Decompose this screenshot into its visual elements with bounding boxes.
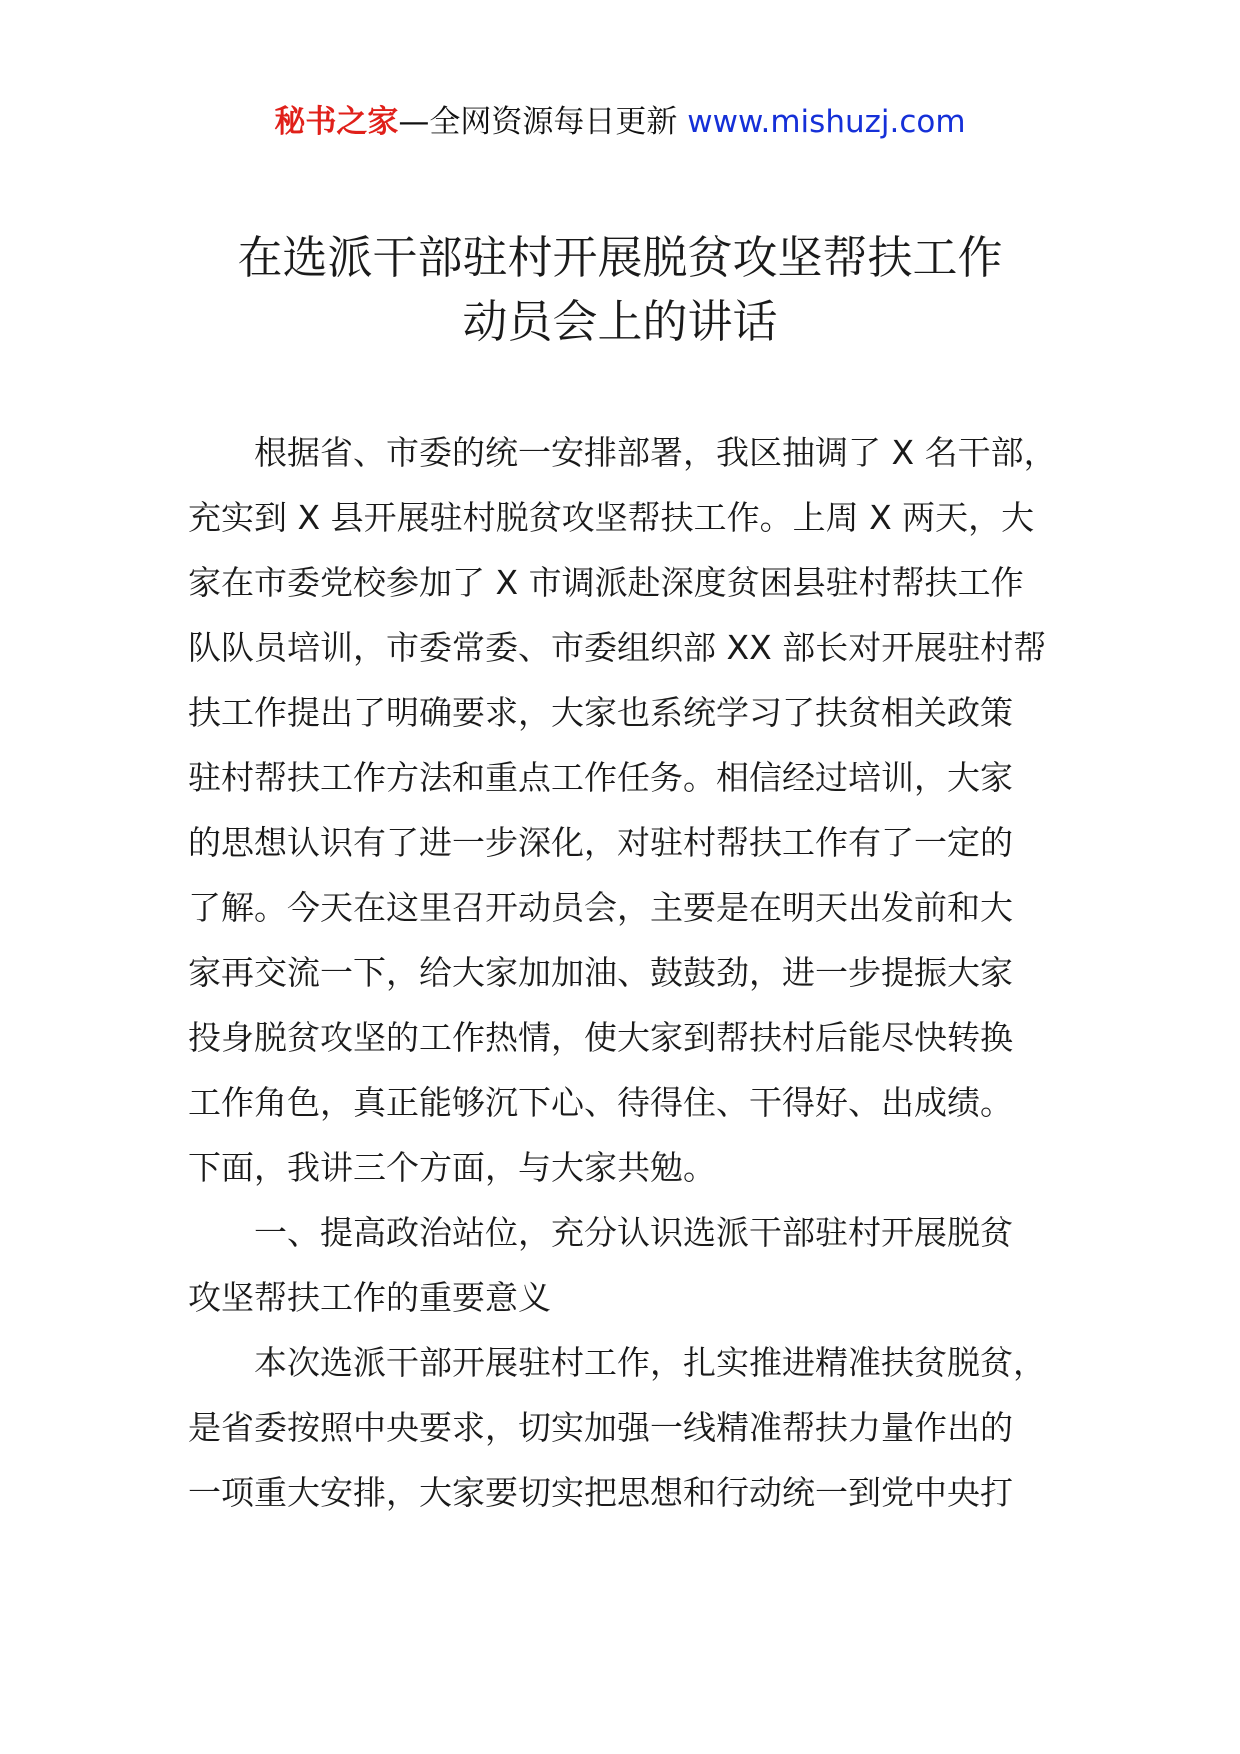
body-line: 本次选派干部开展驻村工作，扎实推进精准扶贫脱贫， [254,1343,1046,1382]
body-line: 了解。今天在这里召开动员会，主要是在明天出发前和大 [188,888,1013,927]
section-heading-line: 攻坚帮扶工作的重要意义 [188,1278,551,1317]
body-line: 扶工作提出了明确要求，大家也系统学习了扶贫相关政策 [188,693,1013,732]
document-title [0,226,1240,354]
body-line: 投身脱贫攻坚的工作热情，使大家到帮扶村后能尽快转换 [188,1018,1013,1057]
document-body [188,420,1088,1525]
body-line: 驻村帮扶工作方法和重点工作任务。相信经过培训，大家 [188,758,1013,797]
section-heading-line: 一、提高政治站位，充分认识选派干部驻村开展脱贫 [254,1213,1013,1252]
body-line: 工作角色，真正能够沉下心、待得住、干得好、出成绩。 [188,1083,1013,1122]
title-line-1: 在选派干部驻村开展脱贫攻坚帮扶工作 [237,231,1003,284]
title-line-2: 动员会上的讲话 [462,295,778,348]
site-header [0,100,1240,144]
body-line: 家再交流一下，给大家加加油、鼓鼓劲，进一步提振大家 [188,953,1013,992]
body-line: 充实到 X 县开展驻村脱贫攻坚帮扶工作。上周 X 两天，大 [188,498,1035,537]
header-tagline: —全网资源每日更新 [398,104,688,140]
brand-name: 秘书之家 [274,104,399,140]
body-line: 下面，我讲三个方面，与大家共勉。 [188,1148,716,1187]
body-line: 的思想认识有了进一步深化，对驻村帮扶工作有了一定的 [188,823,1013,862]
body-line: 队队员培训，市委常委、市委组织部 XX 部长对开展驻村帮 [188,628,1047,667]
body-line: 是省委按照中央要求，切实加强一线精准帮扶力量作出的 [188,1408,1013,1447]
site-url-link[interactable]: www.mishuzj.com [687,104,966,140]
body-line: 根据省、市委的统一安排部署，我区抽调了 X 名干部， [254,433,1057,472]
body-line: 一项重大安排，大家要切实把思想和行动统一到党中央打 [188,1473,1013,1512]
body-line: 家在市委党校参加了 X 市调派赴深度贫困县驻村帮扶工作 [188,563,1024,602]
